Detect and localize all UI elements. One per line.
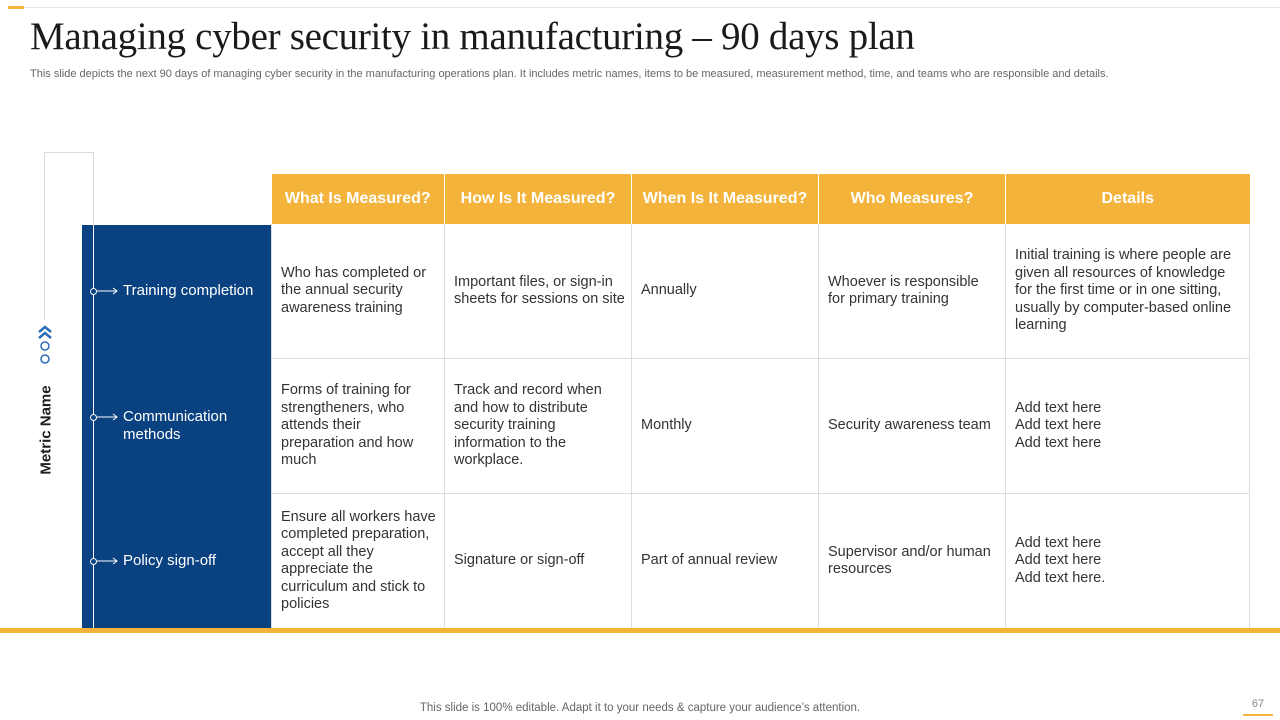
arrow-right-icon (97, 287, 119, 295)
metric-policy-sign-off: Policy sign-off (123, 552, 217, 569)
cell-who: Security awareness team (819, 359, 1006, 494)
side-bracket-line (44, 225, 45, 320)
arrow-right-icon (97, 557, 119, 565)
header-what-measured: What Is Measured? (272, 174, 445, 224)
side-bracket (44, 152, 94, 226)
cell-details: Add text here Add text here Add text here (1006, 359, 1250, 494)
page-number-accent (1243, 714, 1273, 716)
cell-how: Important files, or sign-in sheets for sessions on site (445, 224, 632, 359)
top-accent-bar (8, 6, 24, 9)
cell-what: Forms of training for strengtheners, who attends their preparation and how much (272, 359, 445, 494)
bottom-accent-bar (0, 628, 1280, 633)
footer-note: This slide is 100% editable. Adapt it to your needs & capture your audience’s attention. (419, 702, 861, 714)
metric-name-label: Metric Name (37, 385, 55, 475)
metric-training-completion: Training completion (123, 282, 254, 299)
arrow-right-icon (97, 413, 119, 421)
cell-what: Ensure all workers have completed preparation, accept all they appreciate the curriculum and stick to policies (272, 494, 445, 629)
table-row (272, 494, 1250, 629)
cell-when: Part of annual review (632, 494, 819, 629)
header-who-measures: Who Measures? (819, 174, 1006, 224)
double-chevron-up-icon (36, 324, 54, 340)
table-row (272, 224, 1250, 359)
cell-who: Supervisor and/or human resources (819, 494, 1006, 629)
metric-spine (93, 225, 94, 628)
cell-who: Whoever is responsible for primary training (819, 224, 1006, 359)
cell-when: Monthly (632, 359, 819, 494)
cell-what: Who has completed or the annual security awareness training (272, 224, 445, 359)
header-when-measured: When Is It Measured? (632, 174, 819, 224)
header-how-measured: How Is It Measured? (445, 174, 632, 224)
cell-when: Annually (632, 224, 819, 359)
cell-how: Signature or sign-off (445, 494, 632, 629)
cell-how: Track and record when and how to distribute security training information to the workplace. (445, 359, 632, 494)
metric-panel (82, 225, 272, 628)
measurement-table (271, 174, 1250, 629)
header-details: Details (1006, 174, 1250, 224)
slide-title: Managing cyber security in manufacturing – 90 days plan (30, 15, 915, 58)
page-number: 67 (1251, 698, 1265, 710)
top-divider (24, 7, 1280, 8)
table-row (272, 359, 1250, 494)
table-header-row (272, 174, 1250, 224)
slide-subtitle: This slide depicts the next 90 days of managing cyber security in the manufacturing operations plan. It includes metric names, items to be measured, measurement method, time, and teams who are responsible and details. (30, 68, 1109, 80)
cell-details: Initial training is where people are given all resources of knowledge for the first time or in one sitting, usually by computer-based online learning (1006, 224, 1250, 359)
circles-icon (37, 340, 57, 366)
cell-details: Add text here Add text here Add text here. (1006, 494, 1250, 629)
metric-communication-methods: Communication methods (123, 408, 228, 443)
